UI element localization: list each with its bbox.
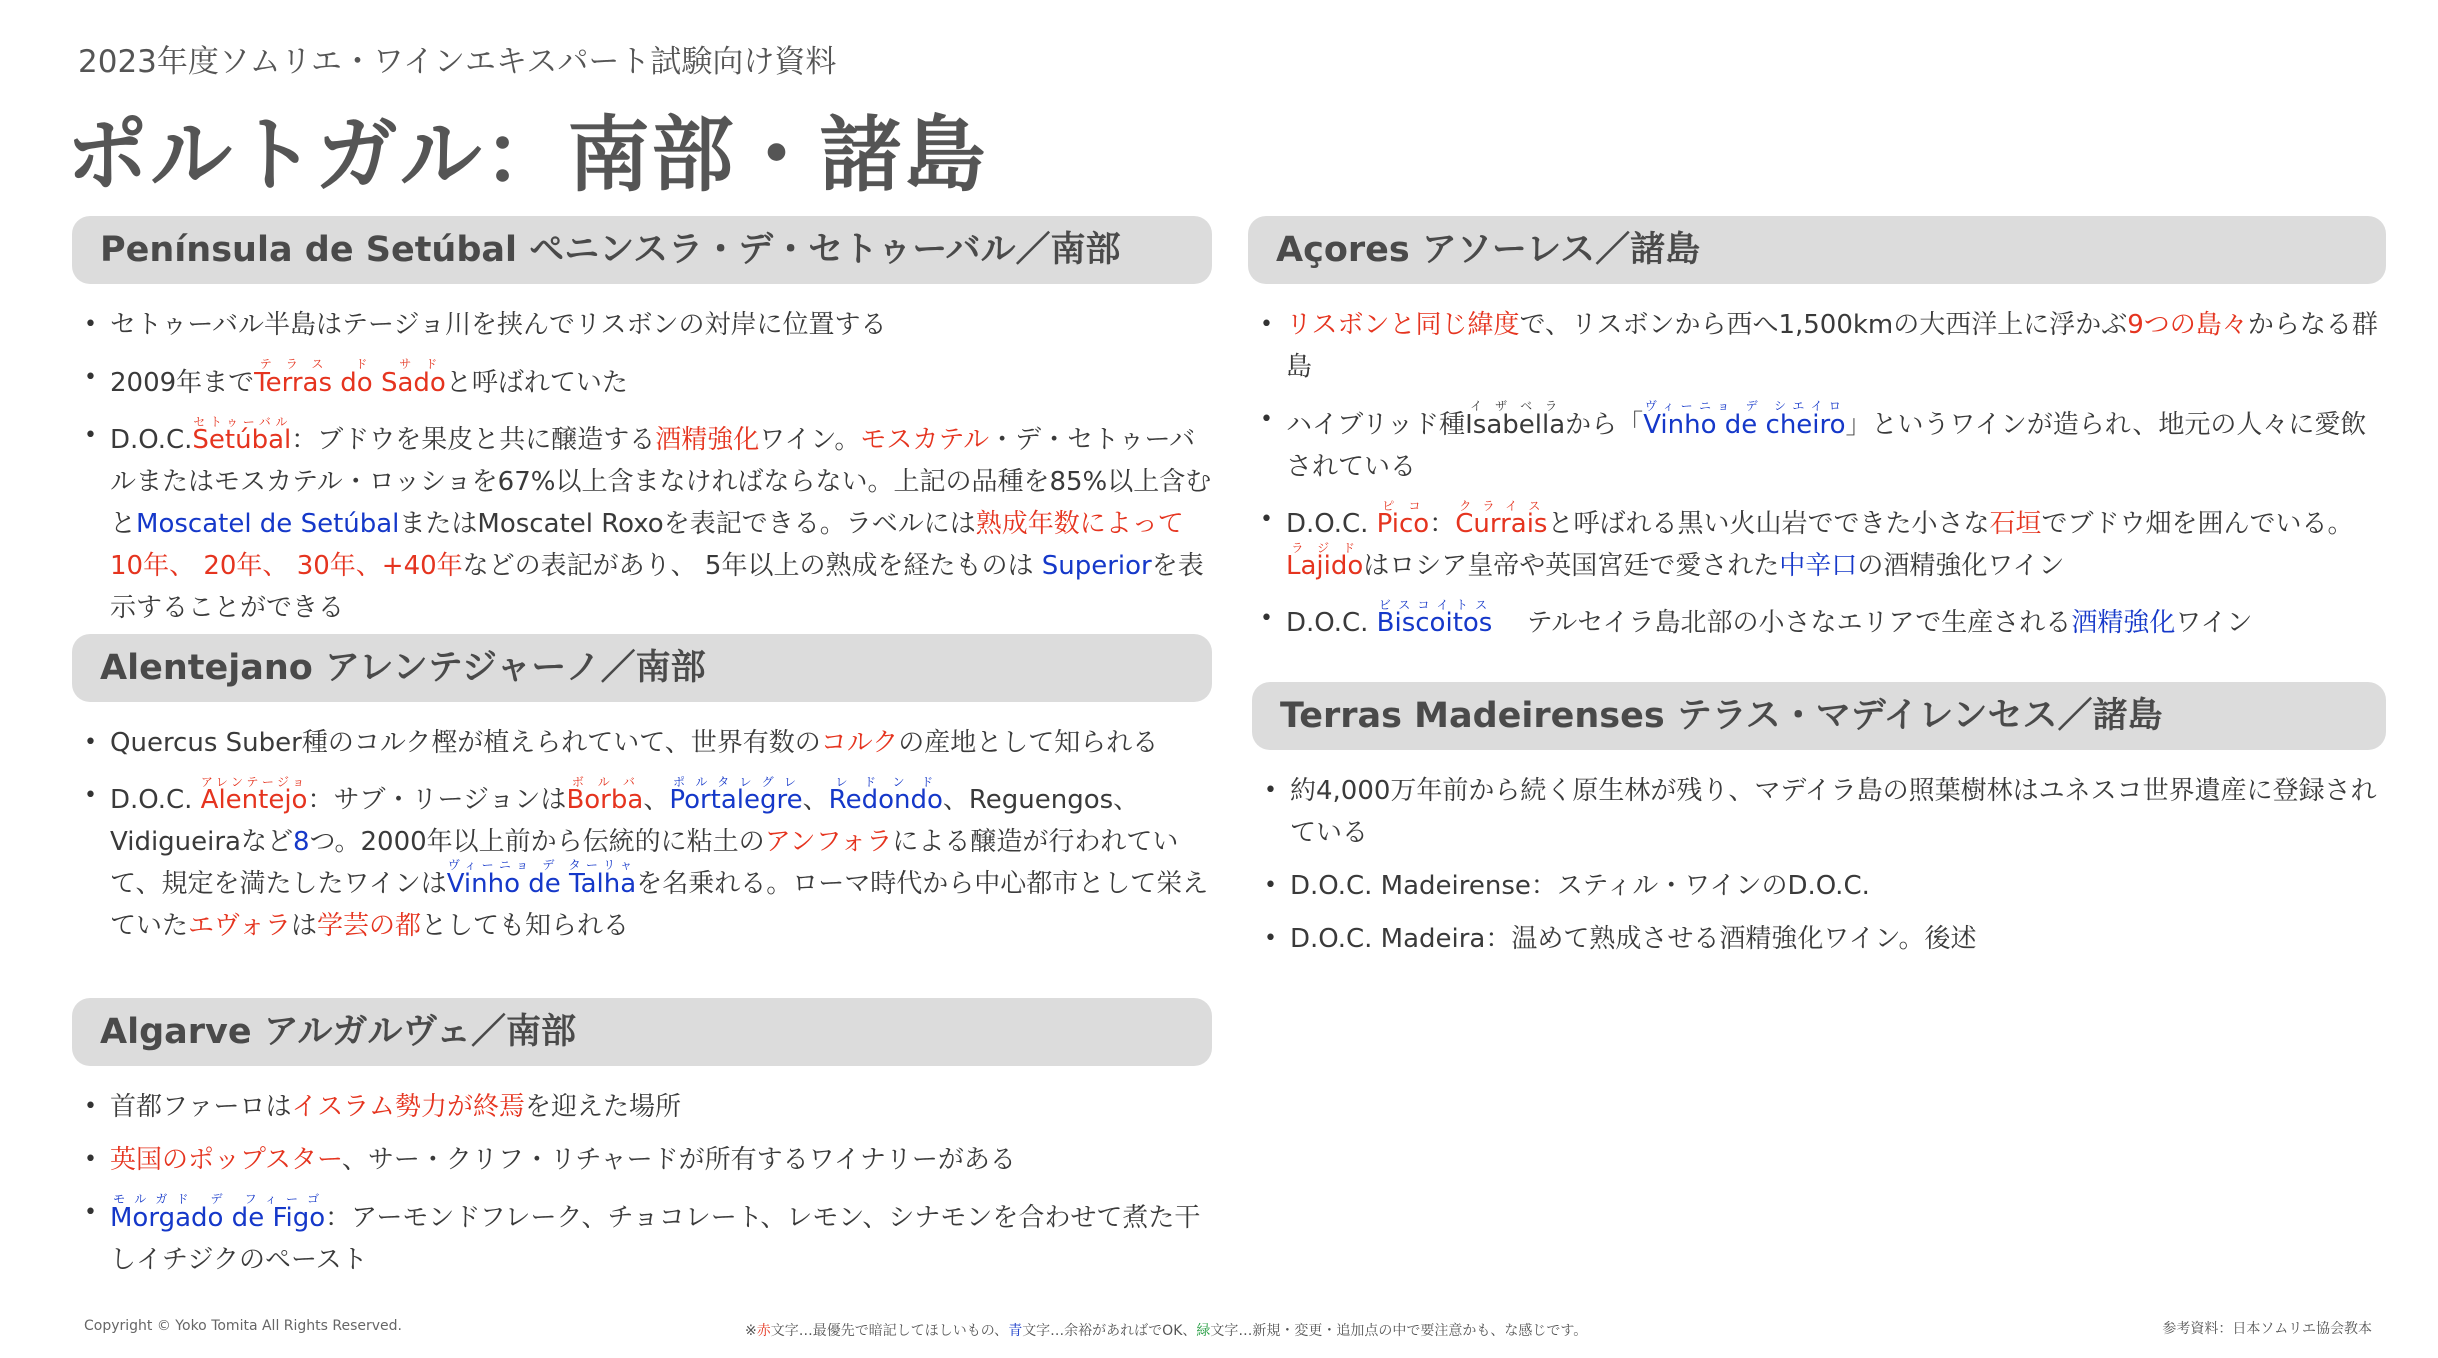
- term-alentejo: Alentejoアレンテージョ: [200, 775, 308, 815]
- term-setubal: Setúbalセトゥーバル: [192, 415, 292, 455]
- acores-bullets: [1248, 304, 2386, 644]
- bullet-text: D.O.C. Madeirense：スティル・ワインのD.O.C.: [1290, 871, 1870, 901]
- term-morgado-de-figo: • Morgado de Figoモルガド デ フィーゴ: [110, 1192, 326, 1233]
- list-item: [1248, 399, 2386, 488]
- term-biscoitos: Biscoitosビスコイトス: [1376, 598, 1493, 638]
- list-item: [1252, 865, 2386, 907]
- separator: 、: [802, 785, 829, 815]
- list-item: [72, 775, 1212, 947]
- term-vinho-de-talha: Vinho de Talhaヴィーニョ デ ターリャ: [446, 858, 637, 899]
- bullet-text: D.O.C.: [110, 425, 193, 455]
- section-setubal: [72, 216, 1212, 640]
- term-eight: 8: [293, 827, 310, 857]
- bullet-text: を名乗れる。ローマ時代から中心都市として栄えていた: [110, 869, 1209, 941]
- note-red: 赤: [756, 1323, 771, 1339]
- bullet-text: ：: [1429, 509, 1456, 539]
- bullet-text: ワイン。: [759, 425, 861, 455]
- term-fortified: 酒精強化: [655, 425, 760, 455]
- term-vinho-de-cheiro: Vinho de cheiroヴィーニョ デ シエイロ: [1643, 399, 1846, 440]
- document-subtitle: 2023年度ソムリエ・ワインエキスパート試験向け資料: [78, 44, 837, 80]
- section-alentejano: [72, 634, 1212, 958]
- bullet-text: またはMoscatel Roxoを表記できる。ラベルには: [399, 509, 976, 539]
- setubal-bullets: [72, 304, 1212, 629]
- term-portalegre: Portalegreポルタレグレ: [669, 775, 803, 815]
- section-algarve: [72, 998, 1212, 1292]
- reference-note: 参考資料：日本ソムリエ協会教本: [2162, 1321, 2372, 1337]
- term-pop-star: 英国のポップスター: [110, 1145, 342, 1175]
- note-text: 文字…余裕があればでOK、: [1022, 1323, 1197, 1339]
- bullet-text: を迎えた場所: [524, 1092, 681, 1122]
- bullet-text: はロシア皇帝や英国宮廷で愛された: [1363, 551, 1780, 581]
- bullet-text: でブドウ畑を囲んでいる。: [2041, 509, 2354, 539]
- note-blue: 青: [1008, 1323, 1023, 1339]
- list-item: [1248, 499, 2386, 587]
- bullet-text: セトゥーバル半島はテージョ川を挟んでリスボンの対岸に位置する: [110, 310, 887, 340]
- bullet-text: の産地として知られる: [898, 728, 1159, 758]
- bullet-text: 、Reguengos、Vidigueiraなど: [110, 785, 1140, 857]
- term-aging-years: 熟成年数によって10年、 20年、 30年、+40年: [110, 509, 1184, 581]
- bullet-text: Quercus Suber種のコルク樫が植えられていて、世界有数の: [110, 728, 821, 758]
- term-evora: エヴォラ: [188, 911, 291, 941]
- section-heading-acores: Açores アソーレス／諸島: [1248, 216, 2386, 284]
- algarve-bullets: [72, 1086, 1212, 1281]
- section-heading-alentejano: Alentejano アレンテジャーノ／南部: [72, 634, 1212, 702]
- bullet-text: ：サブ・リージョンは: [307, 785, 567, 815]
- copyright: Copyright © Yoko Tomita All Rights Reserved.: [84, 1318, 403, 1334]
- term-moscatel-de-setubal: Moscatel de Setúbal: [136, 509, 400, 539]
- note-text: ※: [745, 1323, 757, 1339]
- page-title: ポルトガル：南部・諸島: [66, 108, 988, 203]
- bullet-text: の酒精強化ワイン: [1857, 551, 2065, 581]
- bullet-text: ・デ・セトゥーバルまたはモスカテル・ロッショを67%以上含まなければならない。上記の品種を85%以上含むと: [110, 425, 1212, 539]
- bullet-text: ハイブリッド種: [1286, 410, 1466, 440]
- bullet-text: D.O.C.: [1286, 608, 1377, 638]
- term-superior: Superior: [1041, 551, 1152, 581]
- bullet-text: 、サー・クリフ・リチャードが所有するワイナリーがある: [341, 1145, 1016, 1175]
- term-same-latitude: リスボンと同じ緯度: [1286, 310, 1520, 340]
- bullet-text: を表示することができる: [110, 551, 1204, 623]
- term-nine-islands: 9つの島々: [2127, 310, 2248, 340]
- term-islamic-end: イスラム勢力が終焉: [291, 1092, 525, 1122]
- section-heading-algarve: Algarve アルガルヴェ／南部: [72, 998, 1212, 1066]
- list-item: [1252, 770, 2386, 854]
- term-stone-wall: 石垣: [1989, 509, 2042, 539]
- bullet-text: としても知られる: [421, 911, 630, 941]
- list-item: [1252, 918, 2386, 960]
- bullet-text: ワイン: [2175, 608, 2253, 638]
- term-isabella: Isabellaイザベラ: [1465, 399, 1566, 440]
- section-heading-madeira: Terras Madeirenses テラス・マデイレンセス／諸島: [1252, 682, 2386, 750]
- term-cork: コルク: [820, 728, 899, 758]
- term-city-of-learning: 学芸の都: [317, 911, 422, 941]
- term-redondo: Redondoレドンド: [828, 775, 943, 815]
- list-item: [1248, 304, 2386, 388]
- section-acores: [1248, 216, 2386, 655]
- list-item: [72, 357, 1212, 404]
- term-pico: Picoピコ: [1376, 499, 1430, 539]
- list-item: [72, 304, 1212, 346]
- term-borba: Borbaボルバ: [566, 775, 644, 815]
- term-medium-dry: 中辛口: [1779, 551, 1858, 581]
- alentejano-bullets: [72, 722, 1212, 947]
- list-item: [72, 1192, 1212, 1281]
- term-amphora: アンフォラ: [764, 827, 893, 857]
- list-item: [72, 1139, 1212, 1181]
- bullet-text: テルセイラ島北部の小さなエリアで生産される: [1492, 608, 2072, 638]
- color-legend-note: [745, 1320, 1587, 1340]
- bullet-text: で、リスボンから西へ1,500kmの大西洋上に浮かぶ: [1519, 310, 2128, 340]
- bullet-text: 首都ファーロは: [110, 1092, 292, 1122]
- list-item: [1248, 598, 2386, 644]
- bullet-text: などの表記があり、 5年以上の熟成を経たものは: [462, 551, 1042, 581]
- note-text: 文字…新規・変更・追加点の中で要注意かも、な感じです。: [1210, 1323, 1588, 1339]
- bullet-text: 約4,000万年前から続く原生林が残り、マデイラ島の照葉樹林はユネスコ世界遺産に登録されている: [1290, 776, 2377, 848]
- list-item: [72, 415, 1212, 629]
- note-text: 文字…最優先で暗記してほしいもの、: [770, 1323, 1009, 1339]
- bullet-text: D.O.C.: [110, 785, 201, 815]
- bullet-text: から「: [1565, 410, 1644, 440]
- term-moscatel: モスカテル: [860, 425, 990, 455]
- bullet-text: D.O.C.: [1286, 509, 1377, 539]
- note-green: 緑: [1196, 1323, 1211, 1339]
- term-terras-do-sado: Terras do Sadoテラス ド サド: [254, 357, 446, 398]
- term-lajido: Lajidoラジド: [1286, 541, 1364, 581]
- bullet-text: 」というワインが造られ、地元の人々に愛飲されている: [1286, 410, 2367, 482]
- bullet-text: ：アーモンドフレーク、チョコレート、レモン、シナモンを合わせて煮た干しイチジクのペースト: [110, 1203, 1201, 1275]
- bullet-text: と呼ばれる黒い火山岩でできた小さな: [1547, 509, 1990, 539]
- madeira-bullets: [1252, 770, 2386, 960]
- section-madeira: [1252, 682, 2386, 971]
- bullet-text: は: [290, 911, 317, 941]
- list-item: [72, 1086, 1212, 1128]
- bullet-text: からなる群島: [1286, 310, 2378, 382]
- list-item: [72, 722, 1212, 764]
- term-fortified: 酒精強化: [2071, 608, 2176, 638]
- bullet-text: ：ブドウを果皮と共に醸造する: [291, 425, 656, 455]
- separator: 、: [643, 785, 670, 815]
- bullet-text: による醸造が行われていて、規定を満たしたワインは: [110, 827, 1179, 899]
- bullet-text: と呼ばれていた: [445, 368, 628, 398]
- term-currais: Curraisクライス: [1455, 499, 1548, 539]
- bullet-text: D.O.C. Madeira：温めて熟成させる酒精強化ワイン。後述: [1290, 924, 1977, 954]
- section-heading-setubal: Península de Setúbal ペニンスラ・デ・セトゥーバル／南部: [72, 216, 1212, 284]
- bullet-text: つ。2000年以上前から伝統的に粘土の: [309, 827, 765, 857]
- bullet-text: 2009年まで: [110, 368, 255, 398]
